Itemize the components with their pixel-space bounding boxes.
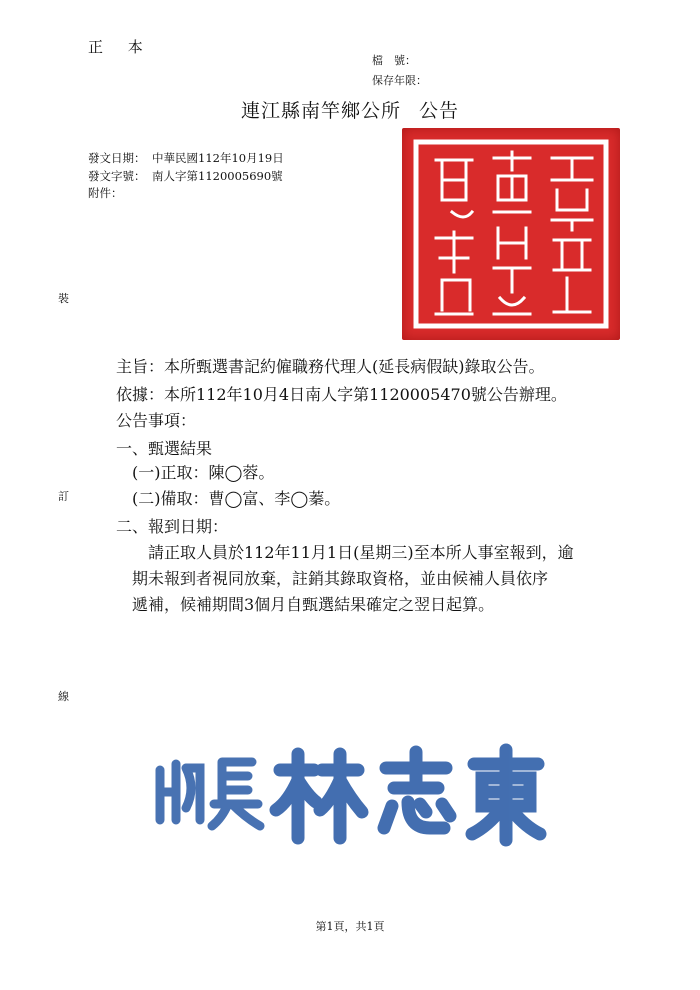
official-seal (402, 128, 620, 340)
signature-stamp (150, 740, 570, 850)
reference-number-value: 南人字第1120005690號 (152, 169, 283, 183)
announcement-items-heading: 公告事項： (116, 411, 197, 430)
basis-line: 依據：本所112年10月4日南人字第1120005470號公告辦理。 (116, 385, 567, 404)
section-2-paragraph-line-3: 遞補，候補期間3個月自甄選結果確定之翌日起算。 (132, 595, 495, 614)
document-title (0, 96, 700, 123)
issue-date-value: 中華民國112年10月19日 (152, 151, 284, 165)
retention-period-field (372, 72, 442, 88)
subject-line: 主旨：本所甄選書記約僱職務代理人(延長病假缺)錄取公告。 (116, 357, 545, 376)
section-2-paragraph-line-2: 期未報到者視同放棄，註銷其錄取資格，並由候補人員依序 (132, 569, 549, 588)
retention-period-label: 保存年限： (372, 74, 427, 87)
binding-mark-bind: 裝 (58, 292, 69, 305)
section-2-title: 二、報到日期： (116, 517, 229, 536)
binding-mark-staple: 訂 (58, 490, 69, 503)
document-type: 公告 (419, 100, 460, 122)
section-2-paragraph-line-1: 請正取人員於112年11月1日(星期三)至本所人事室報到，逾 (148, 543, 574, 562)
page-number: 第1頁，共1頁 (315, 920, 385, 933)
original-copy-label: 正 本 (88, 38, 153, 56)
attachment-label: 附件： (88, 186, 123, 200)
file-number-field (372, 52, 442, 68)
reference-number-label: 發文字號： (88, 169, 146, 183)
reference-number-row (88, 168, 283, 184)
issue-date-row (88, 150, 284, 166)
binding-mark-line: 線 (58, 690, 69, 703)
signature-stamp-graphic (150, 740, 570, 850)
issue-date-label: 發文日期： (88, 151, 146, 165)
section-1-accepted: (一)正取：陳◯蓉。 (132, 463, 275, 482)
file-number-label: 檔 號： (372, 54, 416, 67)
official-seal-graphic (402, 128, 620, 340)
attachment-row (88, 185, 152, 201)
section-1-waitlist: (二)備取：曹◯富、李◯蓁。 (132, 489, 341, 508)
section-1-title: 一、甄選結果 (116, 439, 213, 458)
agency-name: 連江縣南竿鄉公所 (240, 100, 401, 122)
